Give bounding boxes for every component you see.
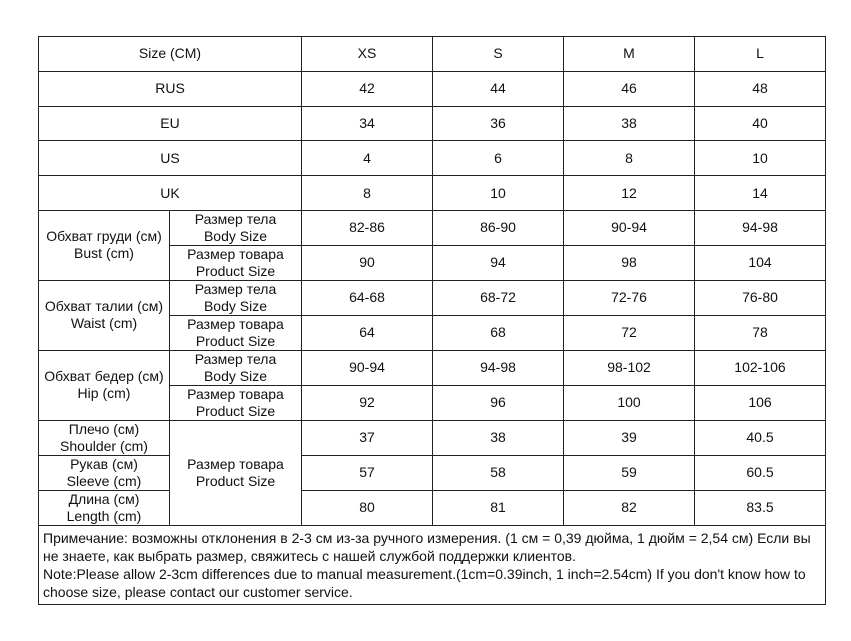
value-cell: 64-68 — [302, 280, 433, 315]
size-type-label — [170, 280, 302, 315]
size-type-en: Product Size — [195, 262, 276, 279]
table-row — [39, 106, 826, 141]
size-type-ru: Размер товара — [187, 385, 284, 402]
row-label-eu: EU — [39, 106, 302, 141]
size-header-l: L — [695, 37, 826, 72]
value-cell: 94-98 — [433, 350, 564, 385]
measure-label-ru: Рукав (см) — [70, 455, 138, 472]
size-type-en: Product Size — [195, 472, 276, 489]
value-cell: 92 — [302, 385, 433, 420]
value-cell: 12 — [564, 176, 695, 211]
value-cell: 82-86 — [302, 210, 433, 245]
row-label-us: US — [39, 141, 302, 176]
value-cell: 90 — [302, 245, 433, 280]
measure-label-en: Waist (cm) — [70, 315, 138, 332]
value-cell: 39 — [564, 420, 695, 455]
row-label-uk: UK — [39, 176, 302, 211]
measure-label-en: Hip (cm) — [77, 385, 131, 402]
measure-label-en: Bust (cm) — [74, 245, 134, 262]
measure-label-ru: Длина (см) — [68, 490, 140, 507]
value-cell: 59 — [564, 455, 695, 490]
value-cell: 6 — [433, 141, 564, 176]
value-cell: 36 — [433, 106, 564, 141]
table-row — [39, 350, 826, 385]
size-header-m: M — [564, 37, 695, 72]
table-row — [39, 71, 826, 106]
measure-label-ru: Обхват талии (см) — [44, 298, 164, 315]
value-cell: 34 — [302, 106, 433, 141]
value-cell: 48 — [695, 71, 826, 106]
size-type-en: Body Size — [203, 367, 268, 384]
table-row — [39, 280, 826, 315]
value-cell: 68-72 — [433, 280, 564, 315]
value-cell: 80 — [302, 490, 433, 525]
value-cell: 90-94 — [564, 210, 695, 245]
note-ru: Примечание: возможны отклонения в 2-3 см из-за ручного измерения. (1 см = 0,39 дюйма, 1 дюйм = 2,54 см) Если вы не знаете, как выбрать размер, свяжитесь с нашей службой поддержки клиентов. — [43, 529, 811, 564]
value-cell: 58 — [433, 455, 564, 490]
note-row — [39, 525, 826, 604]
size-type-label — [170, 245, 302, 280]
value-cell: 78 — [695, 315, 826, 350]
value-cell: 44 — [433, 71, 564, 106]
size-chart-table — [38, 36, 826, 605]
size-type-en: Product Size — [195, 402, 276, 419]
value-cell: 46 — [564, 71, 695, 106]
note-en: Note:Please allow 2-3cm differences due to manual measurement.(1cm=0.39inch, 1 inch=2.54cm) If you don't know how to choose size, please contact our customer service. — [43, 565, 806, 600]
value-cell: 14 — [695, 176, 826, 211]
size-chart-body — [39, 37, 826, 605]
table-row — [39, 420, 826, 455]
value-cell: 60.5 — [695, 455, 826, 490]
measure-label — [39, 490, 170, 525]
value-cell: 38 — [433, 420, 564, 455]
measure-label-ru: Обхват бедер (см) — [44, 368, 164, 385]
value-cell: 90-94 — [302, 350, 433, 385]
table-row — [39, 176, 826, 211]
size-type-en: Product Size — [195, 332, 276, 349]
row-label-rus: RUS — [39, 71, 302, 106]
value-cell: 94 — [433, 245, 564, 280]
value-cell: 42 — [302, 71, 433, 106]
table-row — [39, 490, 826, 525]
size-type-label — [170, 385, 302, 420]
size-header-s: S — [433, 37, 564, 72]
size-type-en: Body Size — [203, 227, 268, 244]
size-type-label — [170, 420, 302, 525]
value-cell: 102-106 — [695, 350, 826, 385]
value-cell: 82 — [564, 490, 695, 525]
size-header-xs: XS — [302, 37, 433, 72]
size-type-label — [170, 315, 302, 350]
value-cell: 96 — [433, 385, 564, 420]
measure-label-en: Sleeve (cm) — [66, 472, 142, 489]
value-cell: 38 — [564, 106, 695, 141]
measure-label-en: Length (cm) — [66, 507, 142, 524]
value-cell: 68 — [433, 315, 564, 350]
value-cell: 106 — [695, 385, 826, 420]
value-cell: 72-76 — [564, 280, 695, 315]
size-type-ru: Размер товара — [187, 245, 284, 262]
header-label: Size (CM) — [39, 37, 302, 72]
value-cell: 83.5 — [695, 490, 826, 525]
value-cell: 40.5 — [695, 420, 826, 455]
measure-label-ru: Обхват груди (см) — [46, 228, 162, 245]
value-cell: 86-90 — [433, 210, 564, 245]
size-type-ru: Размер товара — [187, 455, 284, 472]
header-row — [39, 37, 826, 72]
value-cell: 37 — [302, 420, 433, 455]
measure-label — [39, 455, 170, 490]
size-type-en: Body Size — [203, 297, 268, 314]
measure-label — [39, 350, 170, 420]
value-cell: 4 — [302, 141, 433, 176]
value-cell: 64 — [302, 315, 433, 350]
table-row — [39, 455, 826, 490]
value-cell: 94-98 — [695, 210, 826, 245]
value-cell: 76-80 — [695, 280, 826, 315]
size-type-ru: Размер тела — [194, 210, 277, 227]
table-row — [39, 141, 826, 176]
value-cell: 10 — [695, 141, 826, 176]
value-cell: 57 — [302, 455, 433, 490]
measure-label-ru: Плечо (см) — [68, 420, 140, 437]
value-cell: 10 — [433, 176, 564, 211]
measure-label — [39, 280, 170, 350]
measure-label — [39, 210, 170, 280]
size-type-label — [170, 210, 302, 245]
size-type-ru: Размер тела — [194, 280, 277, 297]
value-cell: 81 — [433, 490, 564, 525]
value-cell: 98 — [564, 245, 695, 280]
measure-label-en: Shoulder (cm) — [60, 437, 148, 454]
measurement-note — [39, 525, 826, 604]
value-cell: 98-102 — [564, 350, 695, 385]
value-cell: 8 — [302, 176, 433, 211]
size-type-ru: Размер товара — [187, 315, 284, 332]
value-cell: 100 — [564, 385, 695, 420]
table-row — [39, 210, 826, 245]
value-cell: 72 — [564, 315, 695, 350]
value-cell: 8 — [564, 141, 695, 176]
value-cell: 40 — [695, 106, 826, 141]
size-type-ru: Размер тела — [194, 350, 277, 367]
size-type-label — [170, 350, 302, 385]
value-cell: 104 — [695, 245, 826, 280]
measure-label — [39, 420, 170, 455]
